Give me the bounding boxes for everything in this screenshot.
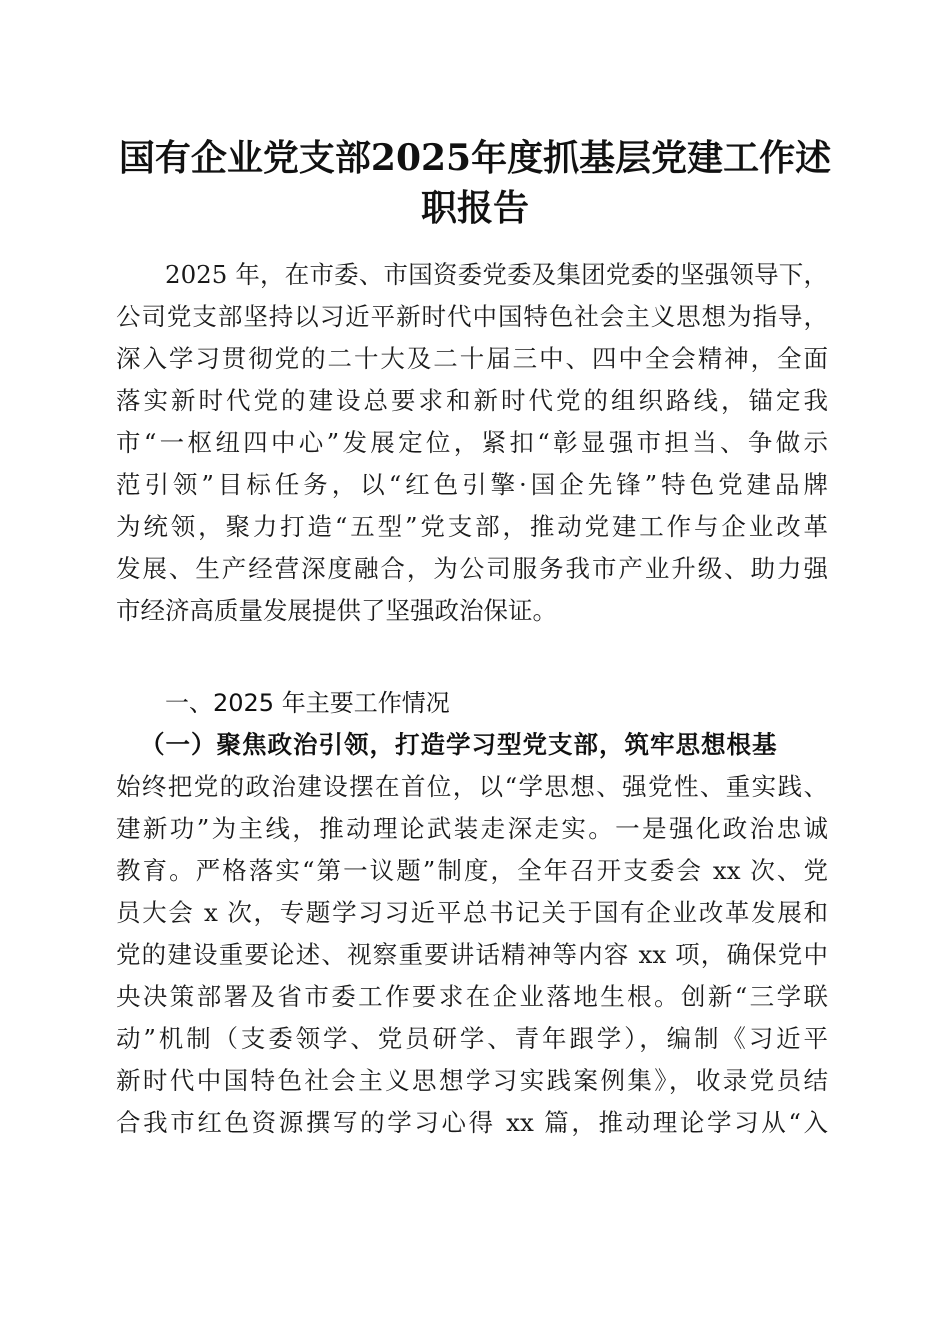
subsection-heading: （一）聚焦政治引领，打造学习型党支部，筑牢思想根基 xyxy=(140,730,778,759)
body-paragraph-line: 党的建设重要论述、视察重要讲话精神等内容 xx 项，确保党中 xyxy=(116,940,828,969)
section-heading: 一、2025 年主要工作情况 xyxy=(165,689,450,717)
intro-paragraph-line: 公司党支部坚持以习近平新时代中国特色社会主义思想为指导， xyxy=(116,302,828,331)
body-paragraph-line: 央决策部署及省市委工作要求在企业落地生根。创新“三学联 xyxy=(116,982,828,1011)
body-paragraph-line: 建新功”为主线，推动理论武装走深走实。一是强化政治忠诚 xyxy=(116,814,828,843)
body-paragraph-line: 教育。严格落实“第一议题”制度，全年召开支委会 xx 次、党 xyxy=(116,856,828,885)
body-paragraph-line: 始终把党的政治建设摆在首位，以“学思想、强党性、重实践、 xyxy=(116,772,828,801)
intro-paragraph-line: 深入学习贯彻党的二十大及二十届三中、四中全会精神，全面 xyxy=(116,344,828,373)
intro-paragraph-line: 发展、生产经营深度融合，为公司服务我市产业升级、助力强 xyxy=(116,554,828,583)
intro-paragraph-line: 落实新时代党的建设总要求和新时代党的组织路线，锚定我 xyxy=(116,386,828,415)
intro-paragraph-line: 2025 年，在市委、市国资委党委及集团党委的坚强领导下， xyxy=(165,260,828,289)
intro-paragraph-line: 市经济高质量发展提供了坚强政治保证。 xyxy=(116,596,557,625)
intro-paragraph-line: 范引领”目标任务，以“红色引擎·国企先锋”特色党建品牌 xyxy=(116,470,828,499)
body-paragraph-line: 员大会 x 次，专题学习习近平总书记关于国有企业改革发展和 xyxy=(116,898,828,927)
body-paragraph-line: 动”机制（支委领学、党员研学、青年跟学），编制《习近平 xyxy=(116,1024,828,1053)
body-paragraph-line: 合我市红色资源撰写的学习心得 xx 篇，推动理论学习从“入 xyxy=(116,1108,828,1137)
body-paragraph-line: 新时代中国特色社会主义思想学习实践案例集》，收录党员结 xyxy=(116,1066,828,1095)
document-title-line-2: 职报告 xyxy=(420,187,529,229)
document-title-line-1: 国有企业党支部2025年度抓基层党建工作述 xyxy=(118,137,832,179)
intro-paragraph-line: 市“一枢纽四中心”发展定位，紧扣“彰显强市担当、争做示 xyxy=(116,428,828,457)
intro-paragraph-line: 为统领，聚力打造“五型”党支部，推动党建工作与企业改革 xyxy=(116,512,828,541)
